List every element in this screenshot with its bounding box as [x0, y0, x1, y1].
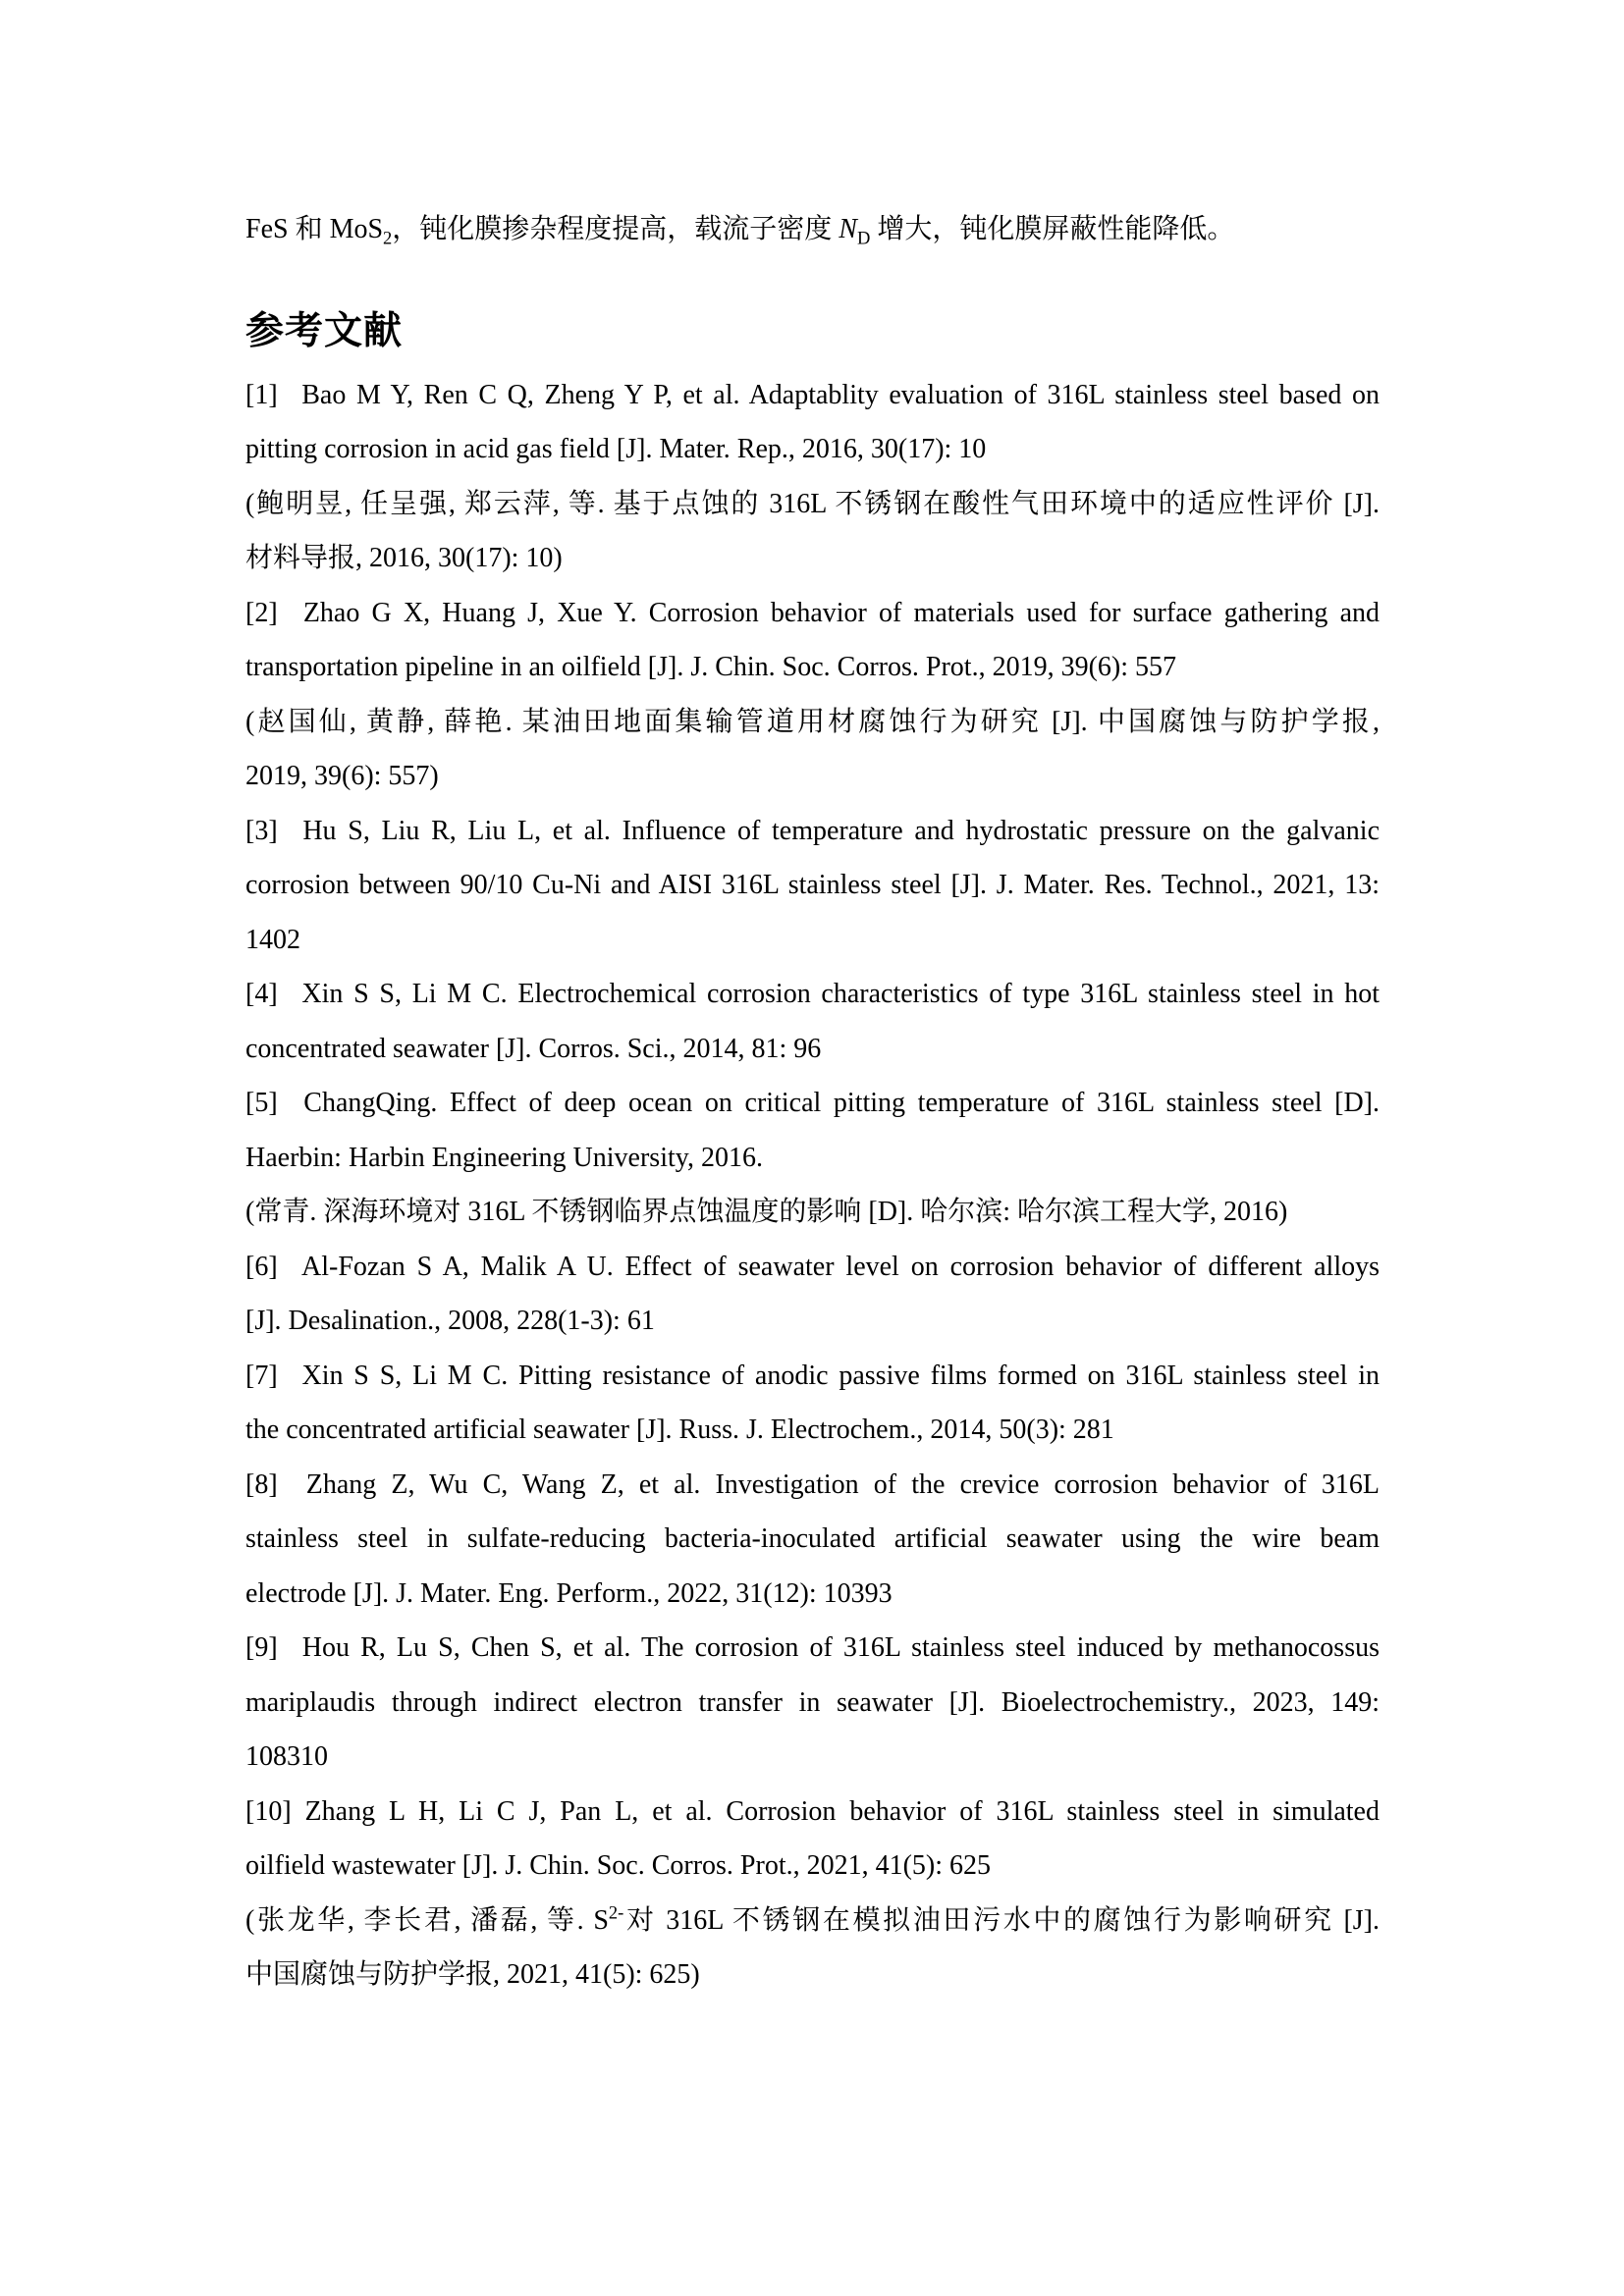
- reference-10-cn: [245, 1894, 1380, 2002]
- text-run: mariplaudis through indirect electron transfer in seawater [J]. Bioelectrochemistry., 2023, 149:: [245, 1686, 1380, 1718]
- reference-2-cn: [245, 695, 1380, 804]
- references-heading: 参考文献: [245, 309, 404, 352]
- sub-text: 2: [383, 228, 393, 248]
- text-run: 中国腐蚀与防护学报, 2021, 41(5): 625): [245, 1959, 700, 1990]
- text-line: [245, 1294, 1380, 1349]
- reference-1-en: [245, 368, 1380, 477]
- text-run: 材料导报, 2016, 30(17): 10): [245, 543, 563, 573]
- text-line: [245, 1948, 1380, 2002]
- text-run: corrosion between 90/10 Cu-Ni and AISI 316L stainless steel [J]. J. Mater. Res. Technol., 2021, 13:: [245, 870, 1380, 900]
- reference-1-cn: [245, 477, 1380, 586]
- text-line: [245, 1349, 1380, 1404]
- text-run: [J]. Desalination., 2008, 228(1-3): 61: [245, 1306, 655, 1336]
- text-run: (鲍明昱, 任呈强, 郑云萍, 等. 基于点蚀的 316L 不锈钢在酸性气田环境中的适应性评价 [J].: [245, 488, 1380, 519]
- text-run: Haerbin: Harbin Engineering University, 2016.: [245, 1142, 763, 1173]
- text-line: [245, 1131, 1380, 1186]
- text-line: [245, 1076, 1380, 1131]
- reference-9-en: [245, 1621, 1380, 1785]
- text-line: [245, 1403, 1380, 1458]
- text-run: 1402: [245, 924, 300, 955]
- text-line: [245, 1022, 1380, 1077]
- text-run: FeS 和 MoS: [245, 214, 384, 244]
- references-list: [245, 368, 1380, 2002]
- text-line: [245, 368, 1380, 423]
- text-run: (赵国仙, 黄静, 薛艳. 某油田地面集输管道用材腐蚀行为研究 [J]. 中国腐蚀与防护学报,: [245, 706, 1380, 737]
- text-run: [6] Al-Fozan S A, Malik A U. Effect of seawater level on corrosion behavior of different alloys: [245, 1251, 1380, 1282]
- reference-5-cn: [245, 1185, 1380, 1240]
- text-line: [245, 1567, 1380, 1622]
- text-line: [245, 913, 1380, 968]
- text-run: 108310: [245, 1741, 328, 1772]
- text-run: transportation pipeline in an oilfield [J]. J. Chin. Soc. Corros. Prot., 2019, 39(6): 557: [245, 652, 1177, 682]
- text-run: 2019, 39(6): 557): [245, 761, 439, 791]
- reference-5-en: [245, 1076, 1380, 1185]
- text-line: [245, 695, 1380, 750]
- text-line: [245, 422, 1380, 477]
- text-run: [5] ChangQing. Effect of deep ocean on critical pitting temperature of 316L stainless steel [D].: [245, 1088, 1380, 1118]
- intro-paragraph: [245, 202, 1380, 257]
- reference-3-en: [245, 804, 1380, 968]
- text-line: [245, 1512, 1380, 1567]
- intro-paragraph: [245, 202, 1380, 257]
- text-run: [8] Zhang Z, Wu C, Wang Z, et al. Investigation of the crevice corrosion behavior of 316L: [245, 1468, 1380, 1500]
- text-line: [245, 1621, 1380, 1676]
- text-line: [245, 749, 1380, 804]
- text-line: [245, 804, 1380, 859]
- text-line: [245, 1730, 1380, 1785]
- text-run: [2] Zhao G X, Huang J, Xue Y. Corrosion behavior of materials used for surface gathering and: [245, 597, 1380, 628]
- text-run: concentrated seawater [J]. Corros. Sci., 2014, 81: 96: [245, 1033, 822, 1064]
- text-line: [245, 1839, 1380, 1894]
- text-line: [245, 1894, 1380, 1949]
- text-line: [245, 1458, 1380, 1513]
- text-run: (张龙华, 李长君, 潘磊, 等. S: [245, 1904, 609, 1936]
- text-run: the concentrated artificial seawater [J]. Russ. J. Electrochem., 2014, 50(3): 281: [245, 1415, 1114, 1445]
- text-run: stainless steel in sulfate-reducing bacteria-inoculated artificial seawater using the wire beam: [245, 1523, 1380, 1554]
- text-line: [245, 1785, 1380, 1840]
- text-line: [245, 640, 1380, 695]
- text-line: [245, 202, 1380, 257]
- reference-2-en: [245, 586, 1380, 695]
- text-run: (常青. 深海环境对 316L 不锈钢临界点蚀温度的影响 [D]. 哈尔滨: 哈尔滨工程大学, 2016): [245, 1197, 1288, 1227]
- text-run: 增大，钝化膜屏蔽性能降低。: [870, 214, 1235, 244]
- text-line: [245, 1240, 1380, 1295]
- reference-8-en: [245, 1458, 1380, 1622]
- text-run: 对 316L 不锈钢在模拟油田污水中的腐蚀行为影响研究 [J].: [623, 1904, 1380, 1936]
- text-run: electrode [J]. J. Mater. Eng. Perform., 2022, 31(12): 10393: [245, 1577, 893, 1609]
- text-run: ，钝化膜掺杂程度提高，载流子密度: [392, 214, 839, 244]
- text-line: [245, 1185, 1380, 1240]
- reference-4-en: [245, 967, 1380, 1076]
- text-run: [4] Xin S S, Li M C. Electrochemical corrosion characteristics of type 316L stainless steel in hot: [245, 979, 1380, 1009]
- text-run: oilfield wastewater [J]. J. Chin. Soc. Corros. Prot., 2021, 41(5): 625: [245, 1850, 992, 1881]
- text-line: [245, 967, 1380, 1022]
- italic-text: N: [839, 214, 857, 244]
- text-run: [3] Hu S, Liu R, Liu L, et al. Influence of temperature and hydrostatic pressure on the galvanic: [245, 815, 1380, 846]
- text-run: [1] Bao M Y, Ren C Q, Zheng Y P, et al. Adaptablity evaluation of 316L stainless steel based on: [245, 379, 1380, 410]
- reference-6-en: [245, 1240, 1380, 1349]
- text-run: [10] Zhang L H, Li C J, Pan L, et al. Corrosion behavior of 316L stainless steel in simulated: [245, 1795, 1380, 1827]
- text-line: [245, 477, 1380, 532]
- text-run: pitting corrosion in acid gas field [J]. Mater. Rep., 2016, 30(17): 10: [245, 434, 987, 464]
- text-line: [245, 531, 1380, 586]
- reference-10-en: [245, 1785, 1380, 1894]
- text-run: [9] Hou R, Lu S, Chen S, et al. The corrosion of 316L stainless steel induced by methanocossus: [245, 1632, 1380, 1663]
- text-line: [245, 858, 1380, 913]
- sup-text: 2-: [608, 1902, 624, 1923]
- page-content: [245, 202, 1380, 2002]
- text-run: [7] Xin S S, Li M C. Pitting resistance of anodic passive films formed on 316L stainless steel in: [245, 1360, 1380, 1391]
- text-line: [245, 1676, 1380, 1731]
- sub-text: D: [856, 228, 871, 248]
- reference-7-en: [245, 1349, 1380, 1458]
- text-line: [245, 586, 1380, 641]
